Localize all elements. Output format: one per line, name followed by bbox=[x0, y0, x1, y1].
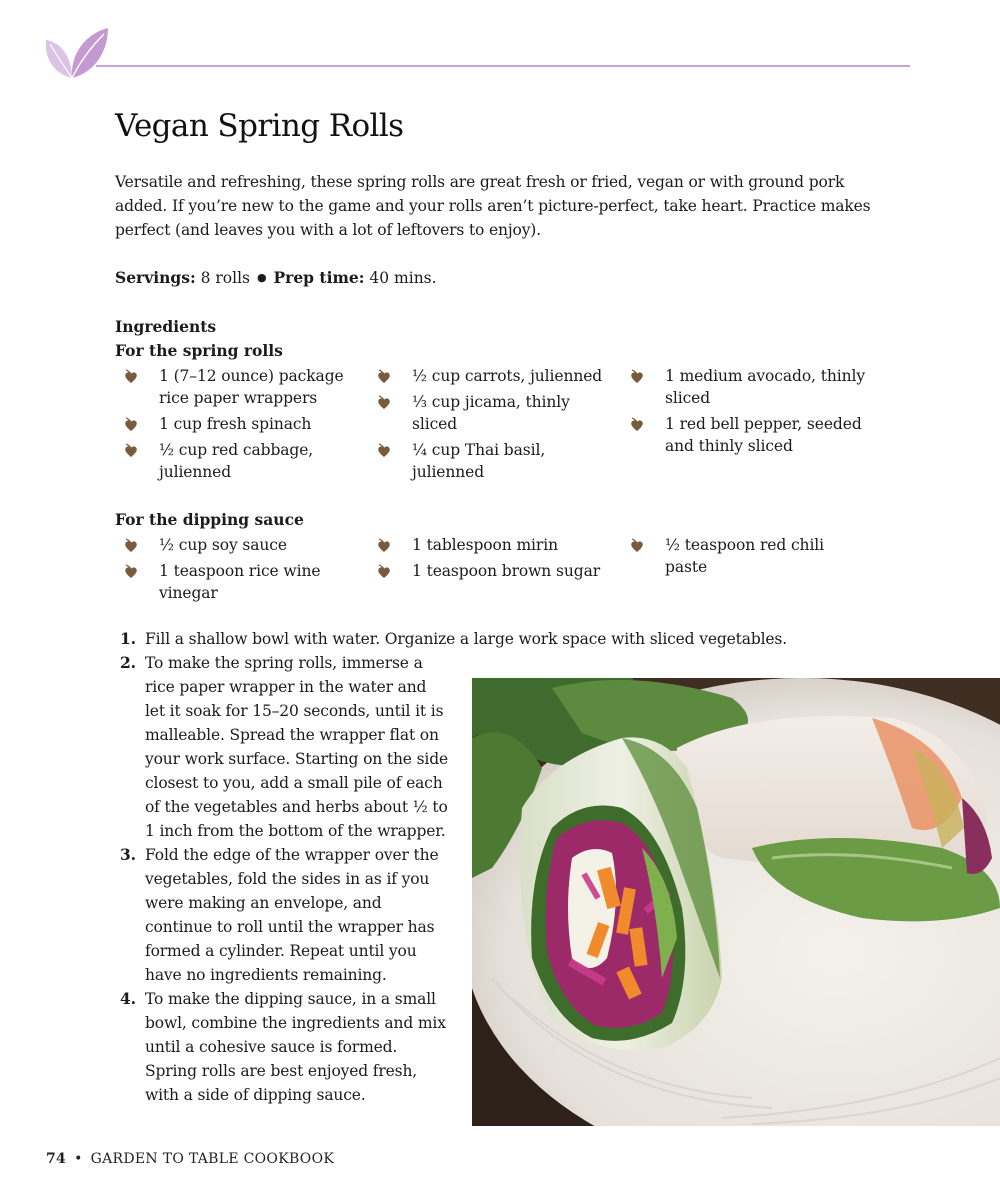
ingredient-item: 1 (7–12 ounce) package rice paper wrappers bbox=[115, 365, 360, 409]
instruction-step: 1. Fill a shallow bowl with water. Organize a large work space with sliced vegetables. bbox=[120, 629, 788, 648]
spring-rolls-illustration bbox=[472, 678, 1000, 1126]
instruction-step: 4. To make the dipping sauce, in a small bowl, combine the ingredients and mix until a cohesive sauce is formed. Spring rolls are best enjoyed fresh, with a side of dipping sauce. bbox=[120, 989, 446, 1104]
footer-dot: • bbox=[74, 1151, 83, 1167]
ingredient-item: 1 tablespoon mirin bbox=[368, 534, 613, 556]
page-number: 74 bbox=[46, 1151, 67, 1167]
prep-time-value: 40 mins. bbox=[369, 269, 437, 287]
heart-leaf-bullet-icon bbox=[376, 443, 392, 459]
prep-time-label: Prep time: bbox=[273, 268, 365, 287]
sauce-column-3 bbox=[621, 534, 866, 582]
spring-rolls-photo bbox=[472, 678, 1000, 1126]
ingredient-item: 1 teaspoon rice wine vinegar bbox=[115, 560, 360, 604]
page-title: Vegan Spring Rolls bbox=[115, 108, 404, 144]
header-rule bbox=[96, 65, 910, 67]
sauce-column-1 bbox=[115, 534, 360, 608]
spring-rolls-heading: For the spring rolls bbox=[115, 341, 283, 360]
ingredient-item: 1 medium avocado, thinly sliced bbox=[621, 365, 866, 409]
ingredient-item: ½ cup red cabbage, julienned bbox=[115, 439, 360, 483]
heart-leaf-bullet-icon bbox=[376, 369, 392, 385]
heart-leaf-bullet-icon bbox=[123, 417, 139, 433]
sauce-column-2 bbox=[368, 534, 613, 586]
instruction-step: 2. To make the spring rolls, immerse a rice paper wrapper in the water and let it soak for 15–20 seconds, until it is malleable. Spread the wrapper flat on your work surface. Starting on the side closest to you, add a small pile of each of the vegetables and herbs about ½ to 1 inch from the bottom of the wrapper. bbox=[120, 653, 448, 840]
heart-leaf-bullet-icon bbox=[629, 417, 645, 433]
ingredient-item: 1 red bell pepper, seeded and thinly sliced bbox=[621, 413, 866, 457]
heart-leaf-bullet-icon bbox=[376, 564, 392, 580]
ingredient-item: 1 teaspoon brown sugar bbox=[368, 560, 613, 582]
ingredients-heading: Ingredients bbox=[115, 317, 217, 336]
servings-value: 8 rolls bbox=[200, 269, 251, 287]
spring-rolls-column-3 bbox=[621, 365, 866, 461]
meta-separator: ● bbox=[256, 271, 267, 284]
spring-rolls-column-1 bbox=[115, 365, 360, 487]
spring-rolls-column-2 bbox=[368, 365, 613, 487]
heart-leaf-bullet-icon bbox=[123, 443, 139, 459]
servings-label: Servings: bbox=[115, 268, 196, 287]
ingredient-item: ¼ cup Thai basil, julienned bbox=[368, 439, 613, 483]
recipe-intro: Versatile and refreshing, these spring rolls are great fresh or fried, vegan or with ground pork added. If you’re new to the game and your rolls aren’t picture-perfect, take heart. Practice makes perfect (and leaves you with a lot of leftovers to enjoy). bbox=[115, 173, 871, 239]
recipe-meta bbox=[115, 266, 437, 290]
leaf-logo-icon bbox=[42, 26, 110, 82]
heart-leaf-bullet-icon bbox=[123, 538, 139, 554]
heart-leaf-bullet-icon bbox=[123, 369, 139, 385]
heart-leaf-bullet-icon bbox=[123, 564, 139, 580]
ingredient-item: ½ cup carrots, julienned bbox=[368, 365, 613, 387]
page-footer bbox=[46, 1151, 334, 1167]
ingredient-item: ½ cup soy sauce bbox=[115, 534, 360, 556]
instruction-step: 3. Fold the edge of the wrapper over the vegetables, fold the sides in as if you were making an envelope, and continue to roll until the wrapper has formed a cylinder. Repeat until you have no ingredients remaining. bbox=[120, 845, 439, 984]
heart-leaf-bullet-icon bbox=[376, 395, 392, 411]
dipping-sauce-heading: For the dipping sauce bbox=[115, 510, 304, 529]
ingredient-item: ½ teaspoon red chili paste bbox=[621, 534, 866, 578]
book-title: GARDEN TO TABLE COOKBOOK bbox=[90, 1151, 335, 1167]
ingredient-item: ⅓ cup jicama, thinly sliced bbox=[368, 391, 613, 435]
ingredient-item: 1 cup fresh spinach bbox=[115, 413, 360, 435]
heart-leaf-bullet-icon bbox=[376, 538, 392, 554]
heart-leaf-bullet-icon bbox=[629, 369, 645, 385]
heart-leaf-bullet-icon bbox=[629, 538, 645, 554]
